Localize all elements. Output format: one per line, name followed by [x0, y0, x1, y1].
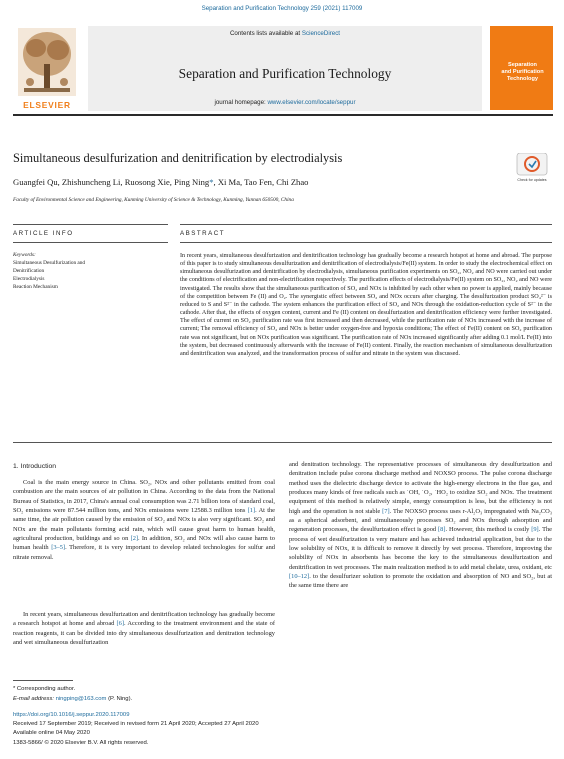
- citation-link[interactable]: [8]: [438, 526, 446, 534]
- abstract-text: In recent years, simultaneous desulfurization and denitrification technology has gradually become a research hotspot at home and abroad. The purpose of this paper is to study simultaneous desulfurization and denitrification of electrodialysis/Fe(II) system. In order to study the electrochemical effect on simultaneous desulfurization and denitrification by electrodialysis, simultaneous purification experiments on SO₂, NO₂ and NO were carried out under the conditions of electrification and non-electrification respectively. The purification effects of electrodialysis/Fe(II) system on SO₂, NO₂ and NO were investigated. The results show that the simultaneous purification of SO₂ and NOx is inhibited by each other when no power is applied, mainly because of the competition between Fe (II) and O₂. The synergistic effect between SO₂ and NOx occurs after charging. The desulfurization product SO₄²⁻ is reduced to S and S²⁻ in the cathode. The system enhances the purification effect of SO₂ and NOx through the oxidation-reduction cycle of S²⁻ in the cathode. After that, the effects of oxygen content, current and Fe (II) content on desulfurization and denitrification efficiency were further investigated. The effect of current on SO₂ purification rate was first increased and then decreased, while the purification rate of NOx increased with the increase of current; The removal efficiency of SO₂ and NOx is better under oxygen-free and hypoxia conditions; The effect of Fe(II) content on SO₂ purification rate was not significant, but on NOx purification was significant. The purification rate of NOx increased significantly after adding 0.1 mol/L Fe(II) into the system, but decreased continuously afterwards with the increase of Fe(II) content. Finally, the reaction mechanism of simultaneous desulfurization and denitrification was analyzed, and the transformation process of sulfur and nitrate in the system was discussed.: [180, 253, 552, 357]
- corresponding-author-note: * Corresponding author.: [13, 686, 76, 692]
- homepage-link[interactable]: www.elsevier.com/locate/seppur: [267, 99, 356, 106]
- intro-text: . The process of wet desulfurization is very mature and has achieved industrial application, but due to the low solubility of NOx, it is difficult to remove it directly by wet process. Therefore, improving the solubility of NOx in absorbents has become the key to the simultaneous desulfurization and denitrification in wet processes. The main realization method is to add metal chelate, urea, oxidant, etc: [289, 526, 553, 571]
- article-title: Simultaneous desulfurization and denitrification by electrodialysis: [13, 151, 343, 165]
- affiliation: Faculty of Environmental Science and Engineering, Kunming University of Science & Technology, Kunming, Yunnan 650500, China: [13, 197, 294, 203]
- abstract-rule: [180, 242, 552, 243]
- citation-link[interactable]: [7]: [382, 507, 390, 515]
- keywords-label: Keywords:: [13, 252, 36, 258]
- elsevier-tree-logo: [14, 24, 80, 110]
- homepage-prefix: journal homepage:: [214, 99, 266, 106]
- abstract-rule-top: [180, 224, 552, 225]
- intro-text: . In addition, SO₂ and NOx will also cause harm to human health: [13, 535, 275, 552]
- journal-cover-title: [495, 62, 550, 83]
- header-rule: [13, 114, 553, 116]
- keyword-item: Reaction Mechanism: [13, 284, 58, 290]
- author-list: [13, 177, 308, 187]
- citation-link[interactable]: [6]: [116, 620, 124, 628]
- intro-text: . According to the treatment environment and the state of reaction reagents, it can be divided into dry simultaneous desulfurization and denitration technology and wet simultaneous desulfurization: [13, 620, 275, 647]
- contents-line: [88, 30, 482, 37]
- email-line: [13, 696, 132, 702]
- article-info-heading: ARTICLE INFO: [13, 230, 74, 237]
- contents-prefix: Contents lists available at: [229, 30, 301, 37]
- elsevier-logo-text: ELSEVIER: [23, 100, 71, 110]
- intro-text: and denitration technology. The representative processes of simultaneous dry desulfurization and denitration include pulse corona discharge method and NOXSO process. The pulse corona discharge method uses the dielectric discharge device to activate the high-energy electrons in the flue gas, and produces many kinds of free radicals such as ˙OH, ˙O₂, ˙HO₂ to oxidize SO₂ and NOx. The treatment equipment of this method is relatively simple, energy consumption is less, but the efficiency is not high and the operation is not stable: [289, 461, 552, 515]
- journal-citation[interactable]: Separation and Purification Technology 259 (2021) 117009: [201, 5, 363, 12]
- abstract-rule-bottom: [13, 442, 552, 443]
- cover-line: and Purification: [501, 69, 544, 75]
- section-heading-introduction: 1. Introduction: [13, 463, 57, 470]
- copyright: 1383-5866/ © 2020 Elsevier B.V. All rights reserved.: [13, 740, 149, 746]
- intro-left-paragraph-2: [13, 610, 275, 647]
- cover-line: Technology: [507, 76, 538, 82]
- article-info-rule: [13, 242, 168, 243]
- email-suffix: (P. Ning).: [108, 696, 133, 702]
- intro-text: . to the desulfurizer solution to promote the oxidation and absorption of NO and SO₂, but at the same time there are: [289, 573, 552, 590]
- available-online: Available online 04 May 2020: [13, 730, 90, 736]
- citation-link[interactable]: [1]: [247, 507, 256, 515]
- keyword-item: Simultaneous Desulfurization and: [13, 260, 86, 266]
- sciencedirect-link[interactable]: ScienceDirect: [301, 30, 341, 37]
- email-label: E-mail address:: [13, 696, 54, 702]
- abstract-heading: ABSTRACT: [180, 230, 226, 237]
- cover-line: Separation: [508, 62, 537, 68]
- intro-text: . Therefore, it is very important to develop related technologies for sulfur and nitrate removal.: [13, 544, 275, 561]
- check-for-updates-label[interactable]: Check for updates: [517, 178, 547, 182]
- intro-text: Coal is the main energy source in China. SO₂, NOx and other pollutants emitted from coal combustion are the main sources of air pollution in China. According to the data from the National Bureau of Statistics, in 2017, China's annual coal consumption was 2.71 billion tons of standard coal, SO₂ emissions were 87.544 million tons, and NOx emissions were 12588.3 million tons: [13, 479, 275, 515]
- keyword-item: Denitrification: [13, 268, 45, 274]
- citation-link[interactable]: [9]: [531, 526, 539, 534]
- received-dates: Received 17 September 2019; Received in revised form 21 April 2020; Accepted 27 April 2020: [13, 721, 259, 727]
- intro-text: . However, this method is costly: [445, 526, 530, 534]
- citation-link[interactable]: [3–5]: [51, 544, 66, 552]
- footnote-rule: [13, 680, 73, 681]
- email-link[interactable]: ningping@163.com: [55, 696, 107, 702]
- article-info-rule-top: [13, 224, 168, 225]
- doi-link[interactable]: https://doi.org/10.1016/j.seppur.2020.117009: [13, 712, 130, 718]
- intro-text: . The NOXSO process uses r-Al₂O₃ impregnated with Na₂CO₃ as a spherical adsorbent, and simultaneously processes SO₂ and NOx through adsorption and regeneration processes, the desulfurization effect is good: [289, 507, 553, 534]
- citation-link[interactable]: [10–12]: [289, 573, 310, 581]
- intro-text: In recent years, simultaneous desulfurization and denitrification technology has gradually become a research hotspot at home and abroad: [13, 611, 275, 628]
- authors-first: Guangfei Qu, Zhishuncheng Li, Ruosong Xie, Ping Ning: [13, 177, 210, 187]
- authors-rest: , Xi Ma, Tao Fen, Chi Zhao: [213, 177, 309, 187]
- intro-left-paragraph-1: [13, 478, 275, 562]
- intro-text: . At the same time, the air pollution caused by the emission of SO₂ and NOx is also very significant. SO₂ and NOx are the main pollutants forming acid rain, which will cause great harm to human health, agricultural production, buildings and so on: [13, 507, 276, 543]
- journal-title: Separation and Purification Technology: [178, 66, 392, 81]
- citation-link[interactable]: [2]: [130, 535, 139, 543]
- journal-homepage: [88, 99, 482, 106]
- keyword-item: Electrodialysis: [13, 276, 45, 282]
- corresponding-author-mark[interactable]: *: [209, 177, 214, 187]
- intro-right-paragraph: [289, 460, 552, 591]
